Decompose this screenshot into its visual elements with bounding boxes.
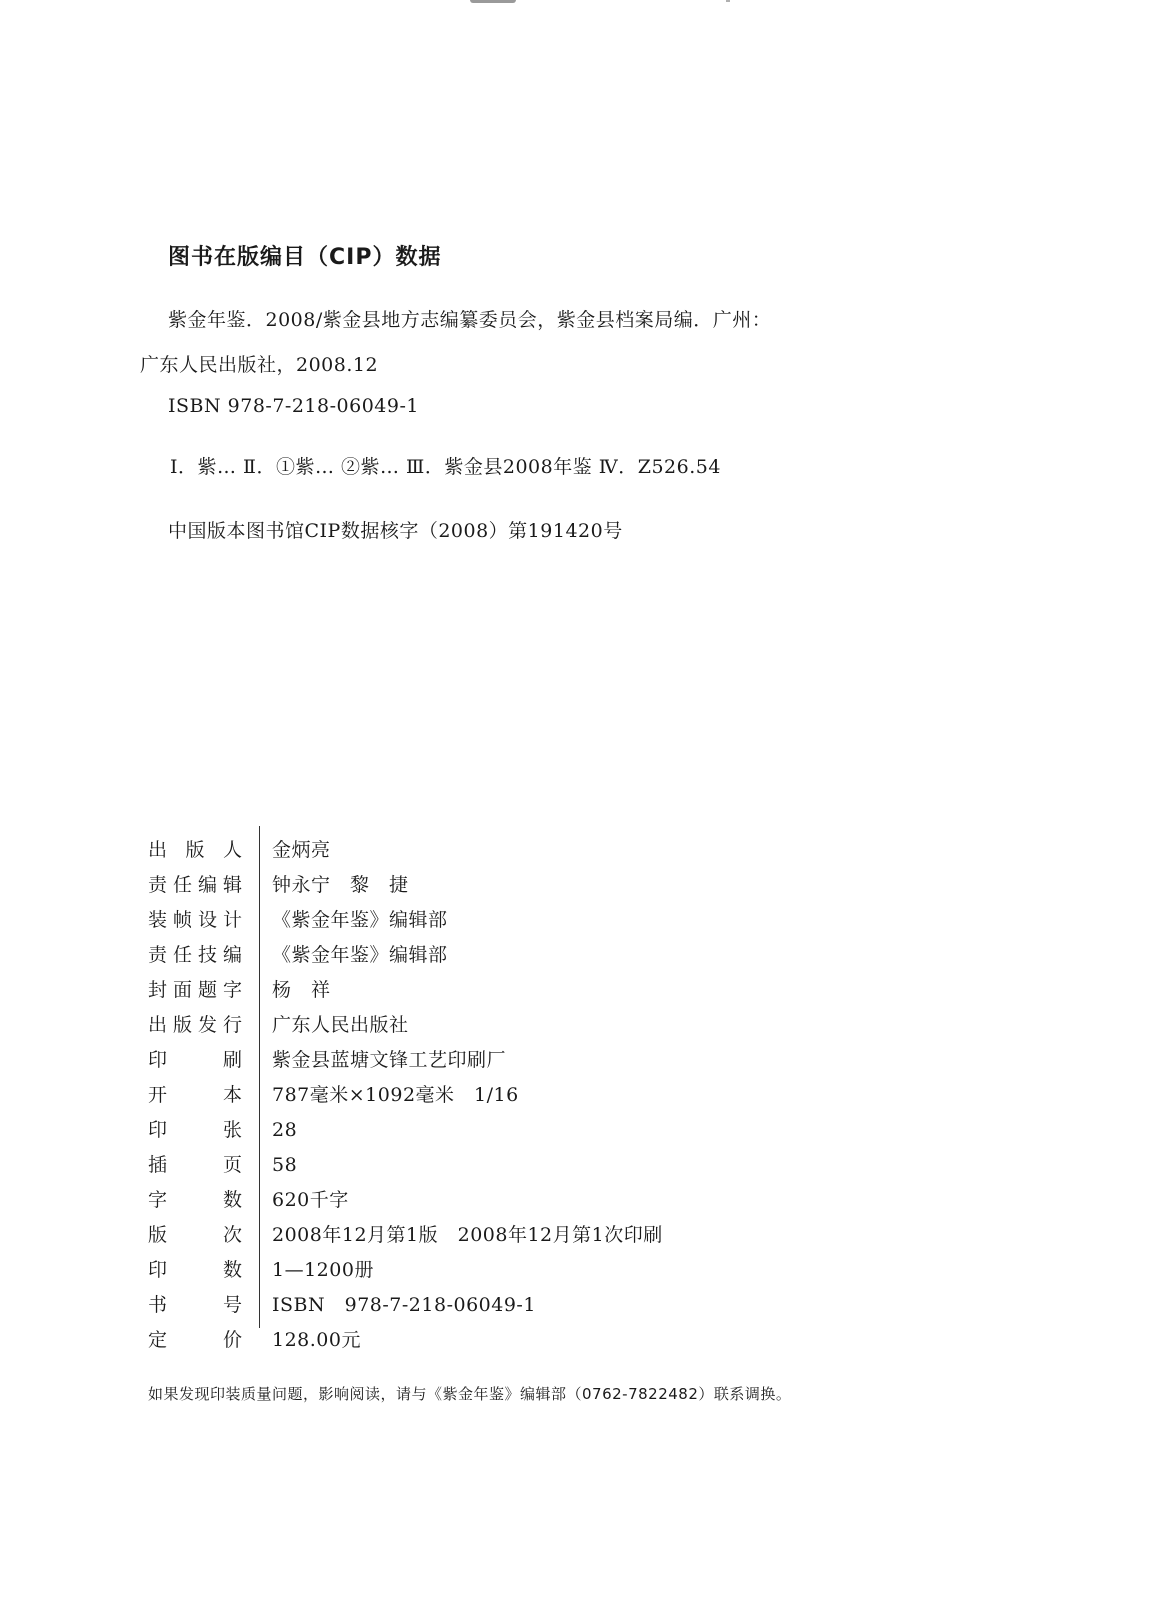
imprint-value: 28 <box>272 1119 298 1141</box>
imprint-value: 58 <box>272 1154 298 1176</box>
scan-artifact-dot <box>726 0 730 2</box>
cip-record-line-2: 广东人民出版社，2008.12 <box>140 354 379 376</box>
imprint-value: 金炳亮 <box>272 839 331 861</box>
imprint-label: 封面题字 <box>148 979 242 1001</box>
imprint-value: 《紫金年鉴》编辑部 <box>272 909 448 931</box>
cip-record-line-1: 紫金年鉴．2008/紫金县地方志编纂委员会，紫金县档案局编．广州： <box>168 309 772 331</box>
imprint-value: 紫金县蓝塘文锋工艺印刷厂 <box>272 1049 507 1071</box>
imprint-label: 书号 <box>148 1294 242 1316</box>
cip-number: 中国版本图书馆CIP数据核字（2008）第191420号 <box>168 520 623 542</box>
imprint-label: 责任编辑 <box>148 874 242 896</box>
imprint-label: 版次 <box>148 1224 242 1246</box>
imprint-value: 128.00元 <box>272 1329 361 1351</box>
cip-subject-terms: Ⅰ．紫… Ⅱ．①紫… ②紫… Ⅲ．紫金县2008年鉴 Ⅳ．Z526.54 <box>170 456 721 478</box>
imprint-value: 1—1200册 <box>272 1259 374 1281</box>
imprint-value: 787毫米×1092毫米 1/16 <box>272 1084 519 1106</box>
imprint-value: 《紫金年鉴》编辑部 <box>272 944 448 966</box>
imprint-label: 字数 <box>148 1189 242 1211</box>
imprint-value: 钟永宁 黎 捷 <box>272 874 409 896</box>
imprint-label: 印数 <box>148 1259 242 1281</box>
imprint-value: 广东人民出版社 <box>272 1014 409 1036</box>
imprint-label: 出版人 <box>148 839 242 861</box>
imprint-value: 620千字 <box>272 1189 349 1211</box>
imprint-value: 杨 祥 <box>272 979 331 1001</box>
imprint-label: 责任技编 <box>148 944 242 966</box>
cip-isbn: ISBN 978-7-218-06049-1 <box>168 395 419 417</box>
imprint-value: ISBN 978-7-218-06049-1 <box>272 1294 536 1316</box>
imprint-label: 装帧设计 <box>148 909 242 931</box>
imprint-label: 出版发行 <box>148 1014 242 1036</box>
imprint-label: 插页 <box>148 1154 242 1176</box>
imprint-label: 印张 <box>148 1119 242 1141</box>
scan-artifact <box>470 0 516 3</box>
imprint-label: 印刷 <box>148 1049 242 1071</box>
imprint-value: 2008年12月第1版 2008年12月第1次印刷 <box>272 1224 663 1246</box>
quality-notice: 如果发现印装质量问题，影响阅读，请与《紫金年鉴》编辑部（0762-7822482）联系调换。 <box>148 1385 792 1403</box>
imprint-divider <box>259 826 260 1328</box>
imprint-label: 开本 <box>148 1084 242 1106</box>
imprint-label: 定价 <box>148 1329 242 1351</box>
cip-heading: 图书在版编目（CIP）数据 <box>168 245 442 270</box>
